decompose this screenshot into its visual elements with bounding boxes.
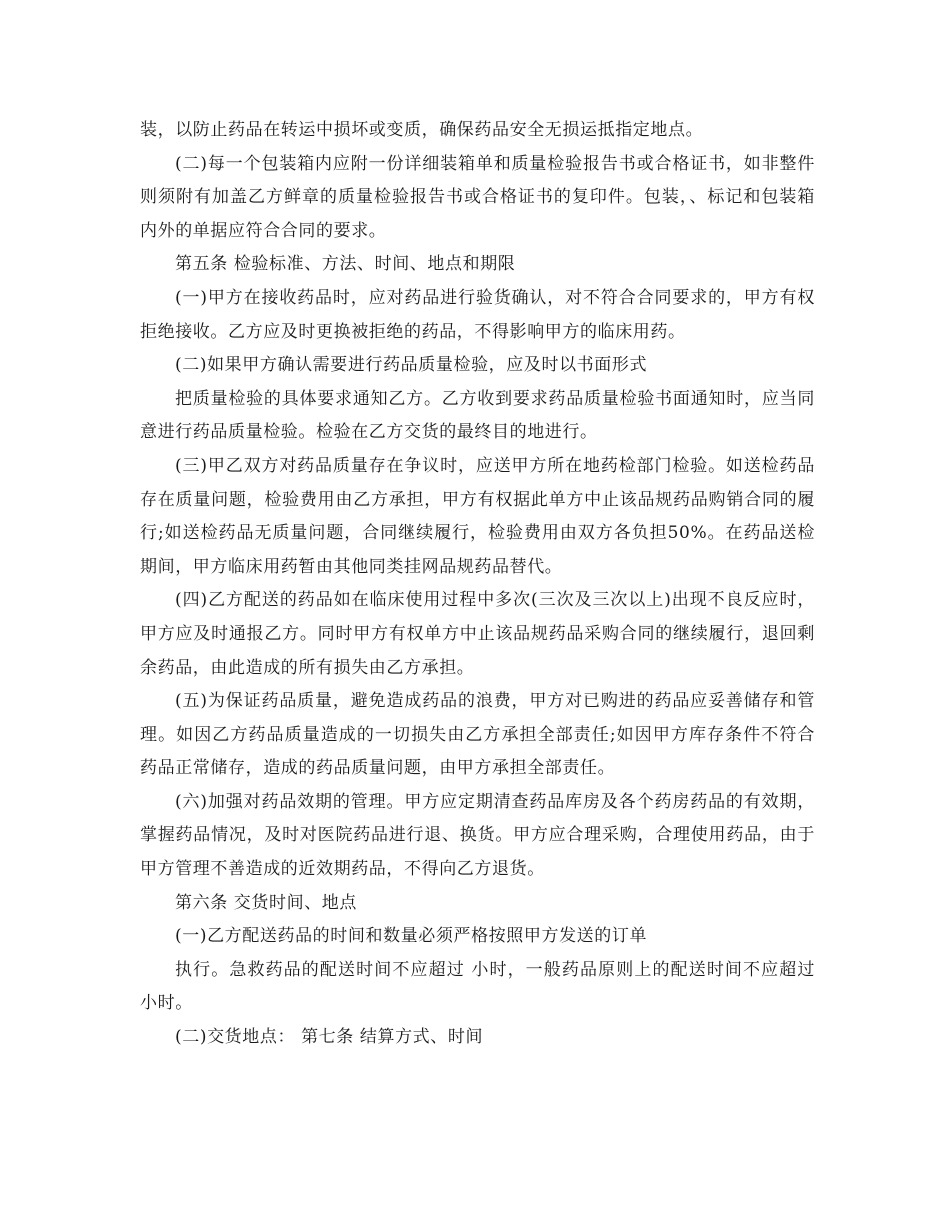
article-6-heading: 第六条 交货时间、地点 [175, 892, 358, 913]
paragraph-inspection-notice: 把质量检验的具体要求通知乙方。乙方收到要求药品质量检验书面通知时，应当同意进行药品质量检验。检验在乙方交货的最终目的地进行。 [140, 388, 815, 443]
paragraph-delivery-orders: (一)乙方配送药品的时间和数量必须严格按照甲方发送的订单 [175, 926, 648, 947]
paragraph-expiry-management: (六)加强对药品效期的管理。甲方应定期清查药品库房及各个药房药品的有效期，掌握药品情况，及时对医院药品进行退、换货。甲方应合理采购，合理使用药品，由于甲方管理不善造成的近效期药品，不得向乙方退货。 [140, 791, 815, 880]
article-5-heading: 第五条 检验标准、方法、时间、地点和期限 [175, 254, 516, 275]
paragraph-acceptance-check: (一)甲方在接收药品时，应对药品进行验货确认，对不符合合同要求的，甲方有权拒绝接收。乙方应及时更换被拒绝的药品，不得影响甲方的临床用药。 [140, 287, 815, 342]
paragraph-packaging-continuation: 装，以防止药品在转运中损坏或变质，确保药品安全无损运抵指定地点。 [140, 120, 704, 140]
paragraph-packing-list: (二)每一个包装箱内应附一份详细装箱单和质量检验报告书或合格证书，如非整件则须附有加盖乙方鲜章的质量检验报告书或合格证书的复印件。包装，、标记和包装箱内外的单据应符合合同的要求。 [140, 153, 815, 241]
paragraph-delivery-location: (二)交货地点： 第七条 结算方式、时间 [175, 1027, 484, 1048]
paragraph-quality-dispute: (三)甲乙双方对药品质量存在争议时，应送甲方所在地药检部门检验。如送检药品存在质量问题，检验费用由乙方承担，甲方有权据此单方中止该品规药品购销合同的履行;如送检药品无质量问题，合同继续履行，检验费用由双方各负担50%。在药品送检期间，甲方临床用药暂由其他同类挂网品规药品替代。 [140, 455, 815, 577]
paragraph-quality-inspection-request: (二)如果甲方确认需要进行药品质量检验，应及时以书面形式 [175, 355, 648, 376]
document-body [140, 114, 815, 1055]
paragraph-storage: (五)为保证药品质量，避免造成药品的浪费，甲方对已购进的药品应妥善储存和管理。如因乙方药品质量造成的一切损失由乙方承担全部责任;如因甲方库存条件不符合药品正常储存，造成的药品质量问题，由甲方承担全部责任。 [140, 691, 815, 779]
paragraph-adverse-reactions: (四)乙方配送的药品如在临床使用过程中多次(三次及三次以上)出现不良反应时，甲方应及时通报乙方。同时甲方有权单方中止该品规药品采购合同的继续履行，退回剩余药品，由此造成的所有损失由乙方承担。 [140, 590, 815, 678]
paragraph-delivery-time-limits: 执行。急救药品的配送时间不应超过 小时，一般药品原则上的配送时间不应超过 小时。 [140, 959, 815, 1014]
